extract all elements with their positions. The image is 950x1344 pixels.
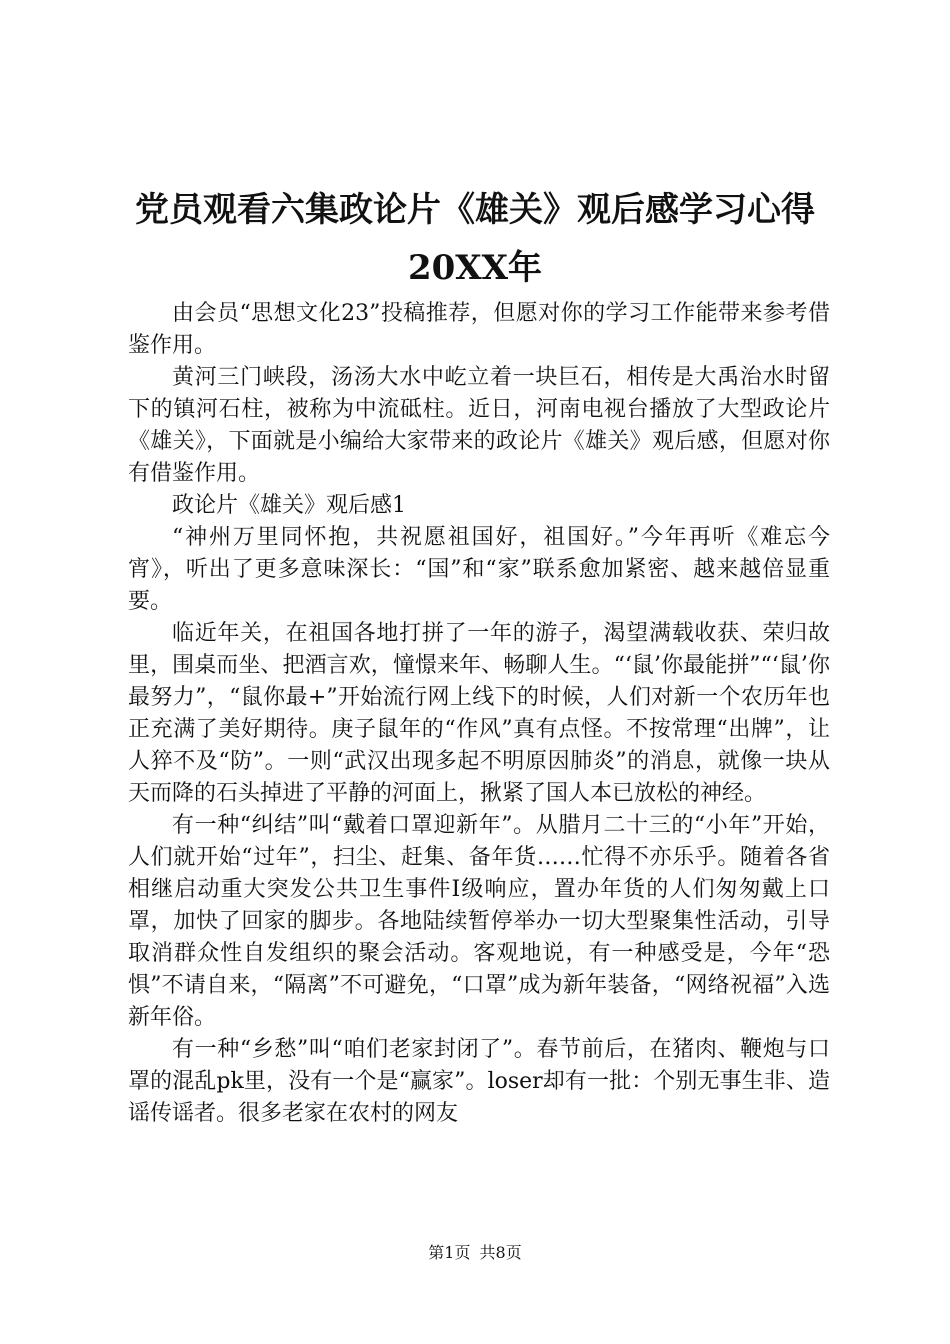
page-footer [0, 1243, 950, 1263]
paragraph: 黄河三门峡段，汤汤大水中屹立着一块巨石，相传是大禹治水时留下的镇河石柱，被称为中流砥柱。近日，河南电视台播放了大型政论片《雄关》，下面就是小编给大家带来的政论片《雄关》观后感，但愿对你有借鉴作用。 [128, 365, 830, 486]
document-body [128, 298, 830, 1130]
paragraph: 有一种“纠结”叫“戴着口罩迎新年”。从腊月二十三的“小年”开始，人们就开始“过年”，扫尘、赶集、备年货……忙得不亦乐乎。随着各省相继启动重大突发公共卫生事件Ⅰ级响应，置办年货的人们匆匆戴上口罩，加快了回家的脚步。各地陆续暂停举办一切大型聚集性活动，引导取消群众性自发组织的聚会活动。客观地说，有一种感受是，今年“恐惧”不请自来，“隔离”不可避免，“口罩”成为新年装备，“网络祝福”入选新年俗。 [128, 813, 831, 1030]
paragraph: 临近年关，在祖国各地打拼了一年的游子，渴望满载收获、荣归故里，围桌而坐、把酒言欢，憧憬来年、畅聊人生。“‘鼠’你最能拼”“‘鼠’你最努力”，“鼠你最+”开始流行网上线下的时候，人们对新一个农历年也正充满了美好期待。庚子鼠年的“作风”真有点怪。不按常理“出牌”，让人猝不及“防”。一则“武汉出现多起不明原因肺炎”的消息，就像一块从天而降的石头掉进了平静的河面上，揪紧了国人本已放松的神经。 [128, 621, 830, 806]
page-total: 共8页 [479, 1243, 522, 1262]
document-title-year: 20XX年 [407, 248, 543, 288]
section-heading: 政论片《雄关》观后感1 [172, 493, 406, 518]
page-number: 第1页 [428, 1243, 471, 1262]
paragraph: 由会员“思想文化23”投稿推荐，但愿对你的学习工作能带来参考借鉴作用。 [128, 301, 830, 358]
paragraph: 有一种“乡愁”叫“咱们老家封闭了”。春节前后，在猪肉、鞭炮与口罩的混乱pk里，没有一个是“赢家”。loser却有一批：个别无事生非、造谣传谣者。很多老家在农村的网友 [128, 1037, 830, 1126]
document-title: 党员观看六集政论片《雄关》观后感学习心得 [135, 190, 815, 230]
paragraph: “神州万里同怀抱，共祝愿祖国好，祖国好。”今年再听《难忘今宵》，听出了更多意味深长：“国”和“家”联系愈加紧密、越来越倍显重要。 [128, 525, 830, 614]
